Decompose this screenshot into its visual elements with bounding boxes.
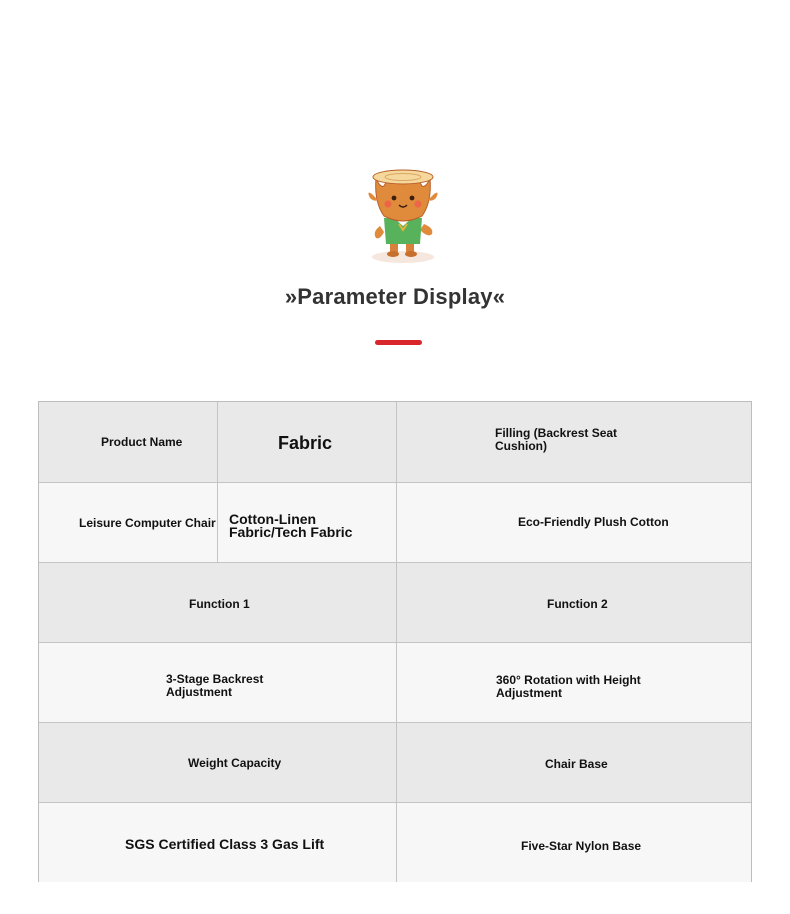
table-cell	[39, 563, 396, 642]
cell-label-function-2: Function 2	[547, 597, 608, 611]
table-cell	[396, 643, 751, 722]
cell-value-function-2: 360° Rotation with Height Adjustment	[496, 673, 641, 700]
cell-value-chair-base: Five-Star Nylon Base	[521, 839, 642, 853]
table-row	[39, 642, 751, 722]
cell-label-product-name: Product Name	[101, 435, 183, 449]
table-cell	[217, 483, 396, 562]
table-cell	[396, 723, 751, 802]
table-cell	[396, 563, 751, 642]
cell-label-weight-capacity: Weight Capacity	[188, 756, 282, 770]
cell-value-product-name: Leisure Computer Chair	[79, 516, 216, 530]
table-row	[39, 562, 751, 642]
table-cell	[39, 402, 217, 482]
table-cell	[396, 803, 751, 882]
table-cell	[39, 643, 396, 722]
cell-label-filling: Filling (Backrest Seat Cushion)	[495, 426, 618, 453]
cell-value-filling: Eco-Friendly Plush Cotton	[518, 515, 669, 529]
cell-label-function-1: Function 1	[189, 597, 250, 611]
table-cell	[396, 483, 751, 562]
cell-label-chair-base: Chair Base	[545, 757, 608, 771]
table-cell	[217, 402, 396, 482]
table-cell	[396, 402, 751, 482]
tree-stump-mascot-icon	[366, 168, 440, 264]
table-row	[39, 482, 751, 562]
parameters-table	[38, 401, 752, 882]
cell-value-fabric: Cotton-Linen Fabric/Tech Fabric	[229, 511, 353, 540]
title-underline	[375, 340, 422, 345]
cell-label-fabric: Fabric	[278, 433, 333, 453]
table-cell	[39, 483, 217, 562]
cell-value-weight-capacity: SGS Certified Class 3 Gas Lift	[125, 836, 325, 852]
cell-value-function-1: 3-Stage Backrest Adjustment	[166, 672, 264, 699]
table-row	[39, 402, 751, 482]
table-row	[39, 722, 751, 802]
table-cell	[39, 723, 396, 802]
table-cell	[39, 803, 396, 882]
table-row	[39, 802, 751, 882]
section-title: »Parameter Display«	[284, 284, 506, 309]
